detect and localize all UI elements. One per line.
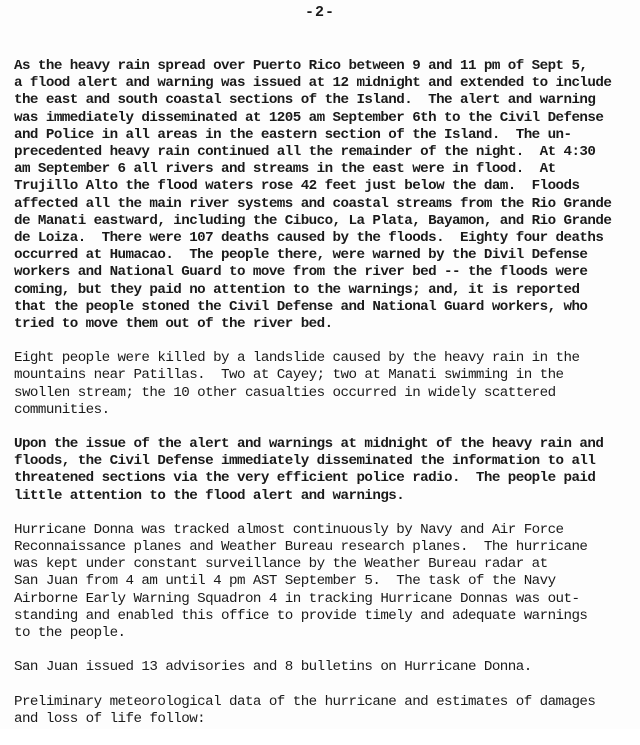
text-line: Trujillo Alto the flood waters rose 42 feet just below the dam. Floods: [14, 178, 580, 195]
text-line: Upon the issue of the alert and warnings at midnight of the heavy rain and: [14, 436, 604, 453]
text-line: mountains near Patillas. Two at Cayey; two at Manati swimming in the: [14, 367, 564, 384]
text-line: workers and National Guard to move from the river bed -- the floods were: [14, 264, 588, 281]
text-line: affected all the main river systems and coastal streams from the Rio Grande: [14, 195, 612, 212]
text-line: tried to move them out of the river bed.: [14, 316, 333, 333]
paragraph-tracking: [14, 522, 638, 642]
text-line: am September 6 all rivers and streams in the east were in flood. At: [14, 161, 556, 178]
text-line: Preliminary meteorological data of the hurricane and estimates of damages: [14, 693, 596, 710]
text-line: Reconnaissance planes and Weather Bureau research planes. The hurricane: [14, 539, 588, 556]
paragraph-preliminary-data: [14, 694, 638, 728]
text-line: that the people stoned the Civil Defense and National Guard workers, who: [14, 298, 588, 315]
text-line: the east and south coastal sections of the Island. The alert and warning: [14, 92, 596, 109]
text-line: and Police in all areas in the eastern section of the Island. The un-: [14, 126, 572, 143]
text-line: precedented heavy rain continued all the remainder of the night. At 4:30: [14, 144, 596, 161]
text-line: was immediately disseminated at 1205 am September 6th to the Civil Defense: [14, 109, 604, 126]
text-line: to the people.: [14, 625, 126, 642]
document-body: [14, 58, 638, 745]
text-line: communities.: [14, 401, 110, 418]
text-line: occurred at Humacao. The people there, were warned by the Divil Defense: [14, 247, 588, 264]
text-line: swollen stream; the 10 other casualties occurred in widely scattered: [14, 384, 556, 401]
text-line: de Loiza. There were 107 deaths caused by the floods. Eighty four deaths: [14, 230, 604, 247]
text-line: Airborne Early Warning Squadron 4 in tracking Hurricane Donnas was out-: [14, 590, 580, 607]
text-line: little attention to the flood alert and warnings.: [14, 487, 405, 504]
text-line: Hurricane Donna was tracked almost continuously by Navy and Air Force: [14, 521, 564, 538]
paragraph-landslide: [14, 350, 638, 419]
text-line: coming, but they paid no attention to the warnings; and, it is reported: [14, 281, 580, 298]
text-line: and loss of life follow:: [14, 710, 206, 727]
text-line: Eight people were killed by a landslide caused by the heavy rain in the: [14, 350, 580, 367]
paragraph-advisories: [14, 659, 638, 676]
text-line: a flood alert and warning was issued at 12 midnight and extended to include: [14, 75, 612, 92]
text-line: was kept under constant surveillance by the Weather Bureau radar at: [14, 556, 548, 573]
text-line: As the heavy rain spread over Puerto Rico between 9 and 11 pm of Sept 5,: [14, 58, 588, 74]
text-line: San Juan from 4 am until 4 pm AST September 5. The task of the Navy: [14, 573, 556, 590]
text-line: standing and enabled this office to provide timely and adequate warnings: [14, 607, 588, 624]
text-line: threatened sections via the very efficient police radio. The people paid: [14, 470, 596, 487]
text-line: San Juan issued 13 advisories and 8 bulletins on Hurricane Donna.: [14, 659, 532, 676]
paragraph-civil-defense: [14, 436, 638, 505]
text-line: de Manati eastward, including the Cibuco, La Plata, Bayamon, and Rio Grande: [14, 212, 612, 229]
page-number: -2-: [304, 4, 335, 21]
paragraph-flood-warning: [14, 58, 638, 333]
text-line: floods, the Civil Defense immediately disseminated the information to all: [14, 453, 596, 470]
